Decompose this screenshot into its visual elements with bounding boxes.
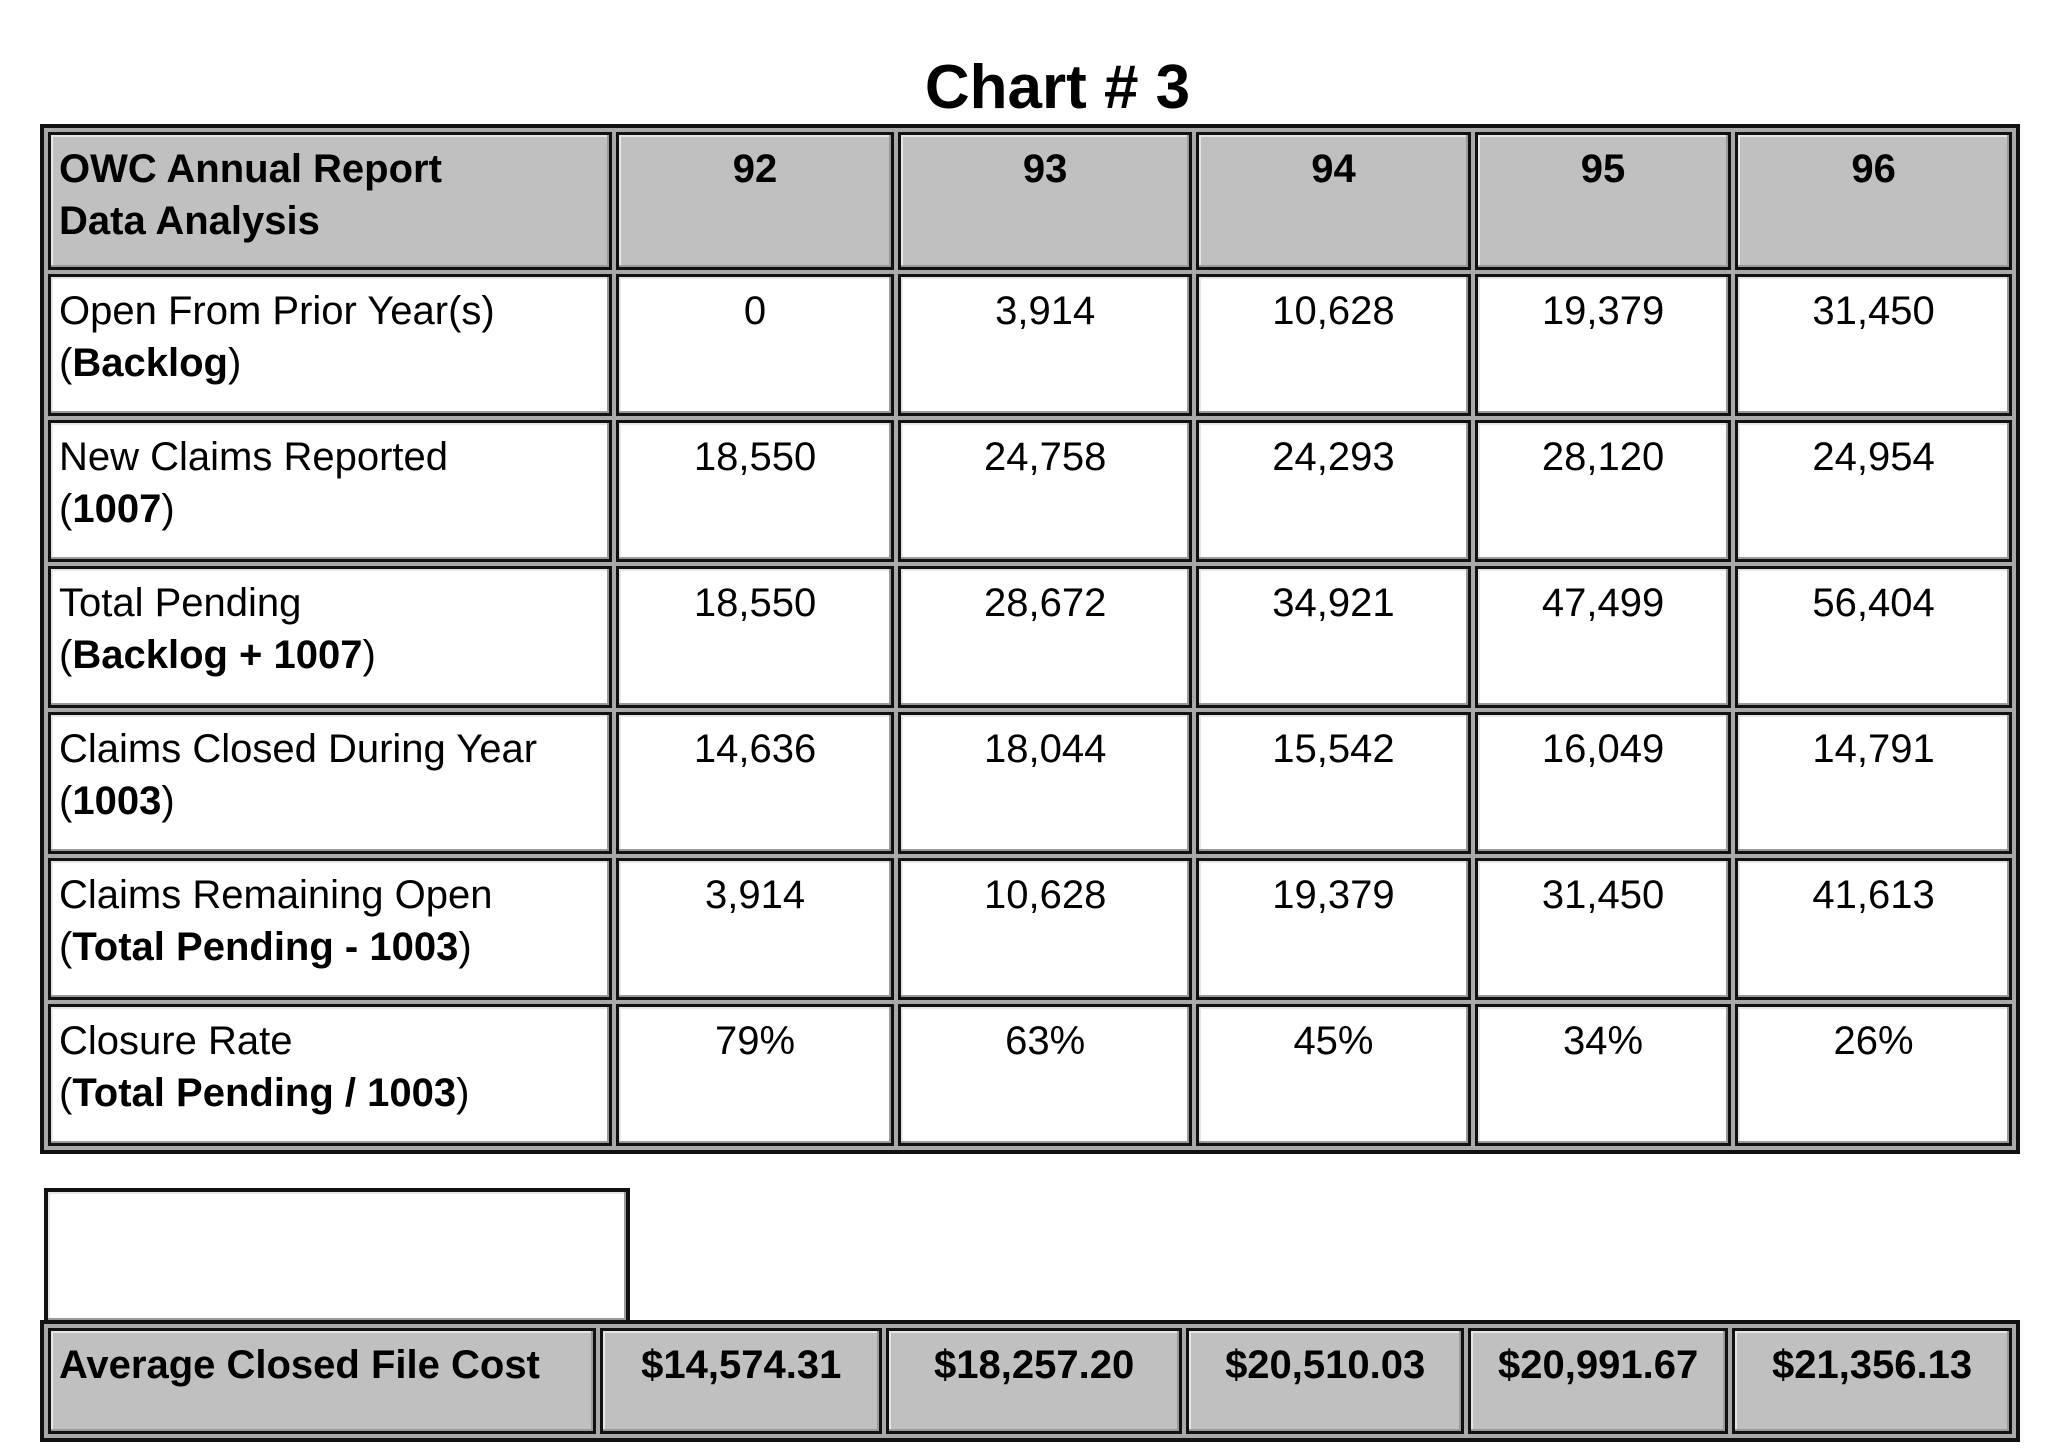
year-header-94: 94	[1196, 132, 1471, 270]
year-header-95: 95	[1475, 132, 1731, 270]
paren-open: (	[59, 779, 73, 823]
row-label-code: 1007	[72, 487, 162, 531]
table-cell: 34,921	[1196, 566, 1471, 708]
table-cell: 14,636	[616, 712, 895, 854]
row-label-line1: Claims Closed During Year	[59, 727, 538, 771]
row-label	[48, 420, 612, 562]
row-label-line1: Open From Prior Year(s)	[59, 289, 495, 333]
row-label-line1: Closure Rate	[59, 1019, 293, 1063]
paren-open: (	[59, 925, 73, 969]
row-label: Average Closed File Cost	[48, 1328, 596, 1434]
paren-close: )	[362, 633, 376, 677]
row-label-line1: Claims Remaining Open	[59, 873, 493, 917]
table-cell: 47,499	[1475, 566, 1731, 708]
table-cell: 19,379	[1196, 858, 1471, 1000]
table-cell: 3,914	[616, 858, 895, 1000]
blank-label-box	[44, 1188, 630, 1324]
table-cell: 26%	[1735, 1004, 2012, 1146]
table-cell: $20,991.67	[1468, 1328, 1728, 1434]
row-closure-rate	[48, 1004, 2012, 1146]
average-cost-table	[40, 1320, 2020, 1442]
chart-title: Chart # 3	[924, 53, 1191, 122]
year-header-92: 92	[616, 132, 895, 270]
paren-open: (	[59, 633, 73, 677]
table-cell: $20,510.03	[1186, 1328, 1464, 1434]
table-cell: 24,758	[898, 420, 1192, 562]
paren-open: (	[59, 487, 73, 531]
row-label	[48, 858, 612, 1000]
table-cell: 3,914	[898, 274, 1192, 416]
header-label-line1: OWC Annual Report	[59, 147, 442, 191]
row-new-claims	[48, 420, 2012, 562]
table-cell: 14,791	[1735, 712, 2012, 854]
row-claims-closed	[48, 712, 2012, 854]
table-cell: $21,356.13	[1732, 1328, 2012, 1434]
owc-data-table	[40, 124, 2020, 1154]
paren-open: (	[59, 1071, 73, 1115]
table-cell: 0	[616, 274, 895, 416]
row-label	[48, 274, 612, 416]
table-cell: 34%	[1475, 1004, 1731, 1146]
row-label-line1: New Claims Reported	[59, 435, 449, 479]
table-cell: 18,550	[616, 420, 895, 562]
table-cell: 15,542	[1196, 712, 1471, 854]
table-cell: 31,450	[1475, 858, 1731, 1000]
row-label	[48, 712, 612, 854]
table-cell: 56,404	[1735, 566, 2012, 708]
table-cell: 10,628	[1196, 274, 1471, 416]
table-cell: 41,613	[1735, 858, 2012, 1000]
header-label-line2: Data Analysis	[59, 199, 320, 243]
table-cell: 79%	[616, 1004, 895, 1146]
row-average-cost	[48, 1328, 2012, 1434]
row-backlog	[48, 274, 2012, 416]
row-label-code: Backlog	[72, 341, 228, 385]
table-cell: 45%	[1196, 1004, 1471, 1146]
row-claims-remaining	[48, 858, 2012, 1000]
row-label-code: 1003	[72, 779, 162, 823]
table-cell: 63%	[898, 1004, 1192, 1146]
table-cell: 16,049	[1475, 712, 1731, 854]
table-cell: 24,293	[1196, 420, 1471, 562]
paren-close: )	[456, 1071, 470, 1115]
table-cell: 19,379	[1475, 274, 1731, 416]
table-cell: 10,628	[898, 858, 1192, 1000]
table-cell: $14,574.31	[600, 1328, 882, 1434]
row-label-code: Total Pending / 1003	[72, 1071, 457, 1115]
row-label-code: Total Pending - 1003	[72, 925, 459, 969]
table-cell: 28,120	[1475, 420, 1731, 562]
paren-close: )	[458, 925, 472, 969]
row-label	[48, 566, 612, 708]
table-header-row	[48, 132, 2012, 270]
year-header-96: 96	[1735, 132, 2012, 270]
table-cell: 31,450	[1735, 274, 2012, 416]
table-cell: 24,954	[1735, 420, 2012, 562]
paren-close: )	[161, 487, 175, 531]
row-label-line1: Total Pending	[59, 581, 302, 625]
paren-open: (	[59, 341, 73, 385]
table-cell: $18,257.20	[886, 1328, 1182, 1434]
row-total-pending	[48, 566, 2012, 708]
year-header-93: 93	[898, 132, 1192, 270]
table-cell: 28,672	[898, 566, 1192, 708]
row-label-code: Backlog + 1007	[72, 633, 363, 677]
table-cell: 18,044	[898, 712, 1192, 854]
row-label	[48, 1004, 612, 1146]
table-cell: 18,550	[616, 566, 895, 708]
paren-close: )	[227, 341, 242, 385]
paren-close: )	[161, 779, 175, 823]
header-label-cell	[48, 132, 612, 270]
